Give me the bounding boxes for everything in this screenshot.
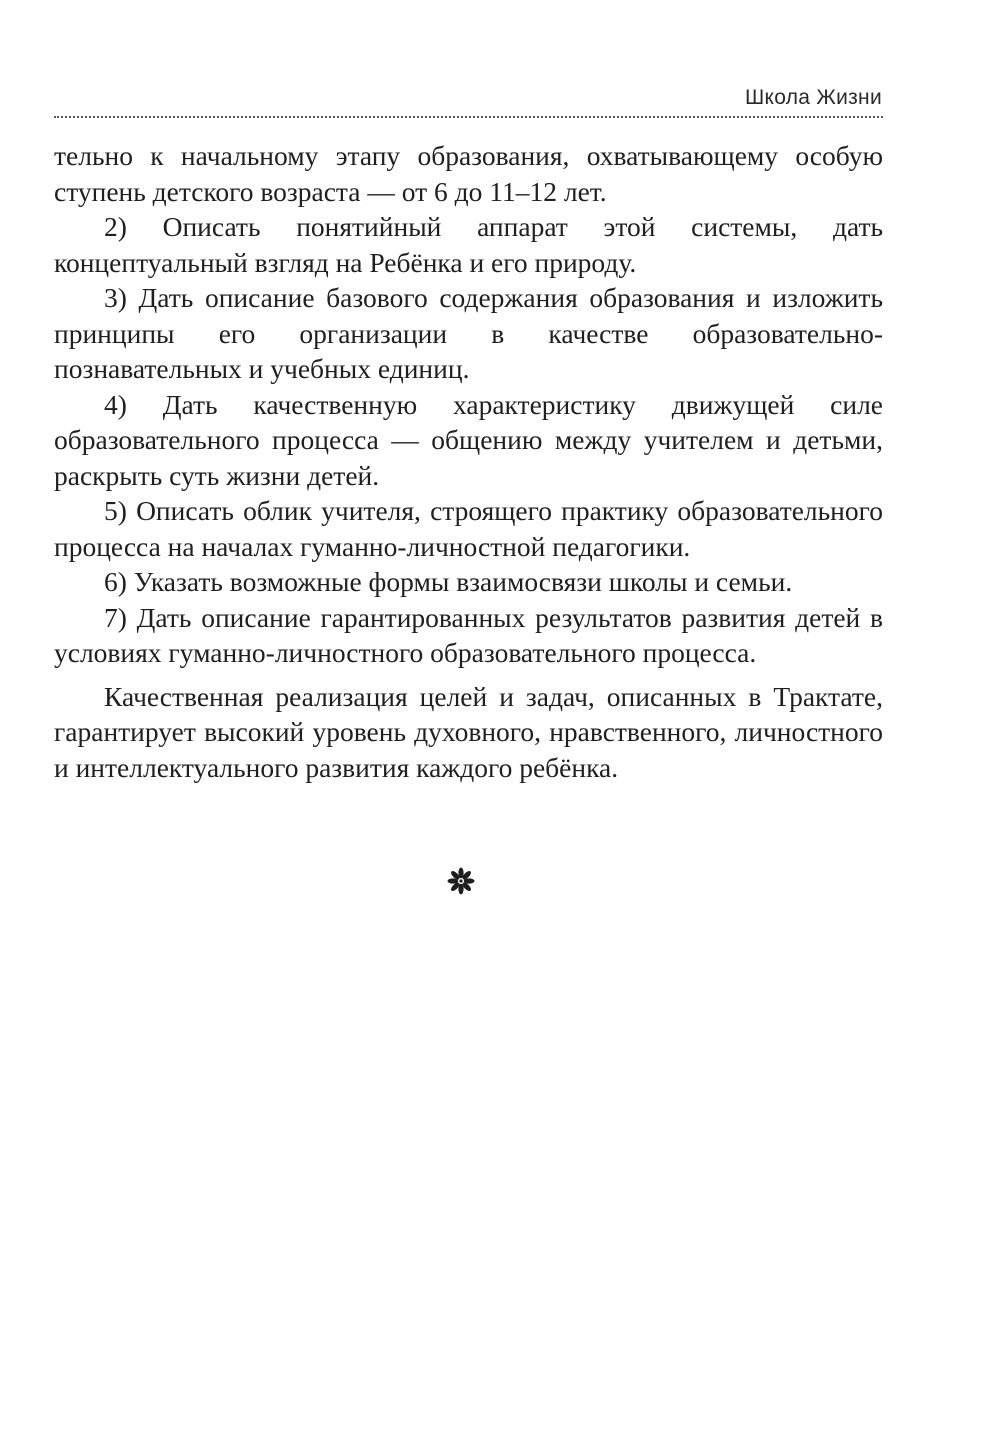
running-head-title: Школа Жизни bbox=[744, 86, 882, 109]
header-dotted-rule bbox=[54, 116, 883, 118]
list-item-6: 6) Указать возможные формы взаимосвязи школы и семьи. bbox=[104, 566, 793, 597]
flower-ornament-icon bbox=[446, 866, 476, 896]
list-item-5: 5) Описать облик учителя, строящего практику образовательного процесса на началах гуманно-личностной педагогики. bbox=[54, 495, 883, 562]
list-item-7: 7) Дать описание гарантированных результатов развития детей в условиях гуманно-личностного образовательного процесса. bbox=[54, 601, 883, 668]
list-item-2: 2) Описать понятийный аппарат этой системы, дать концептуальный взгляд на Ребёнка и его природу. bbox=[54, 211, 883, 278]
list-item-4: 4) Дать качественную характеристику движущей силе образовательного процесса — общению между учителем и детьми, раскрыть суть жизни детей. bbox=[54, 388, 883, 491]
paragraph-continuation: тельно к начальному этапу образования, охватывающему особую ступень детского возраста — от 6 до 11–12 лет. bbox=[54, 140, 883, 207]
body-text bbox=[54, 138, 883, 785]
list-item-3: 3) Дать описание базового содержания образования и изложить принципы его организации в качестве образовательно-познавательных и учебных единиц. bbox=[54, 282, 883, 384]
conclusion-paragraph: Качественная реализация целей и задач, описанных в Трактате, гарантирует высокий уровень духовного, нравственного, личностного и интеллектуального развития каждого ребёнка. bbox=[54, 680, 883, 783]
